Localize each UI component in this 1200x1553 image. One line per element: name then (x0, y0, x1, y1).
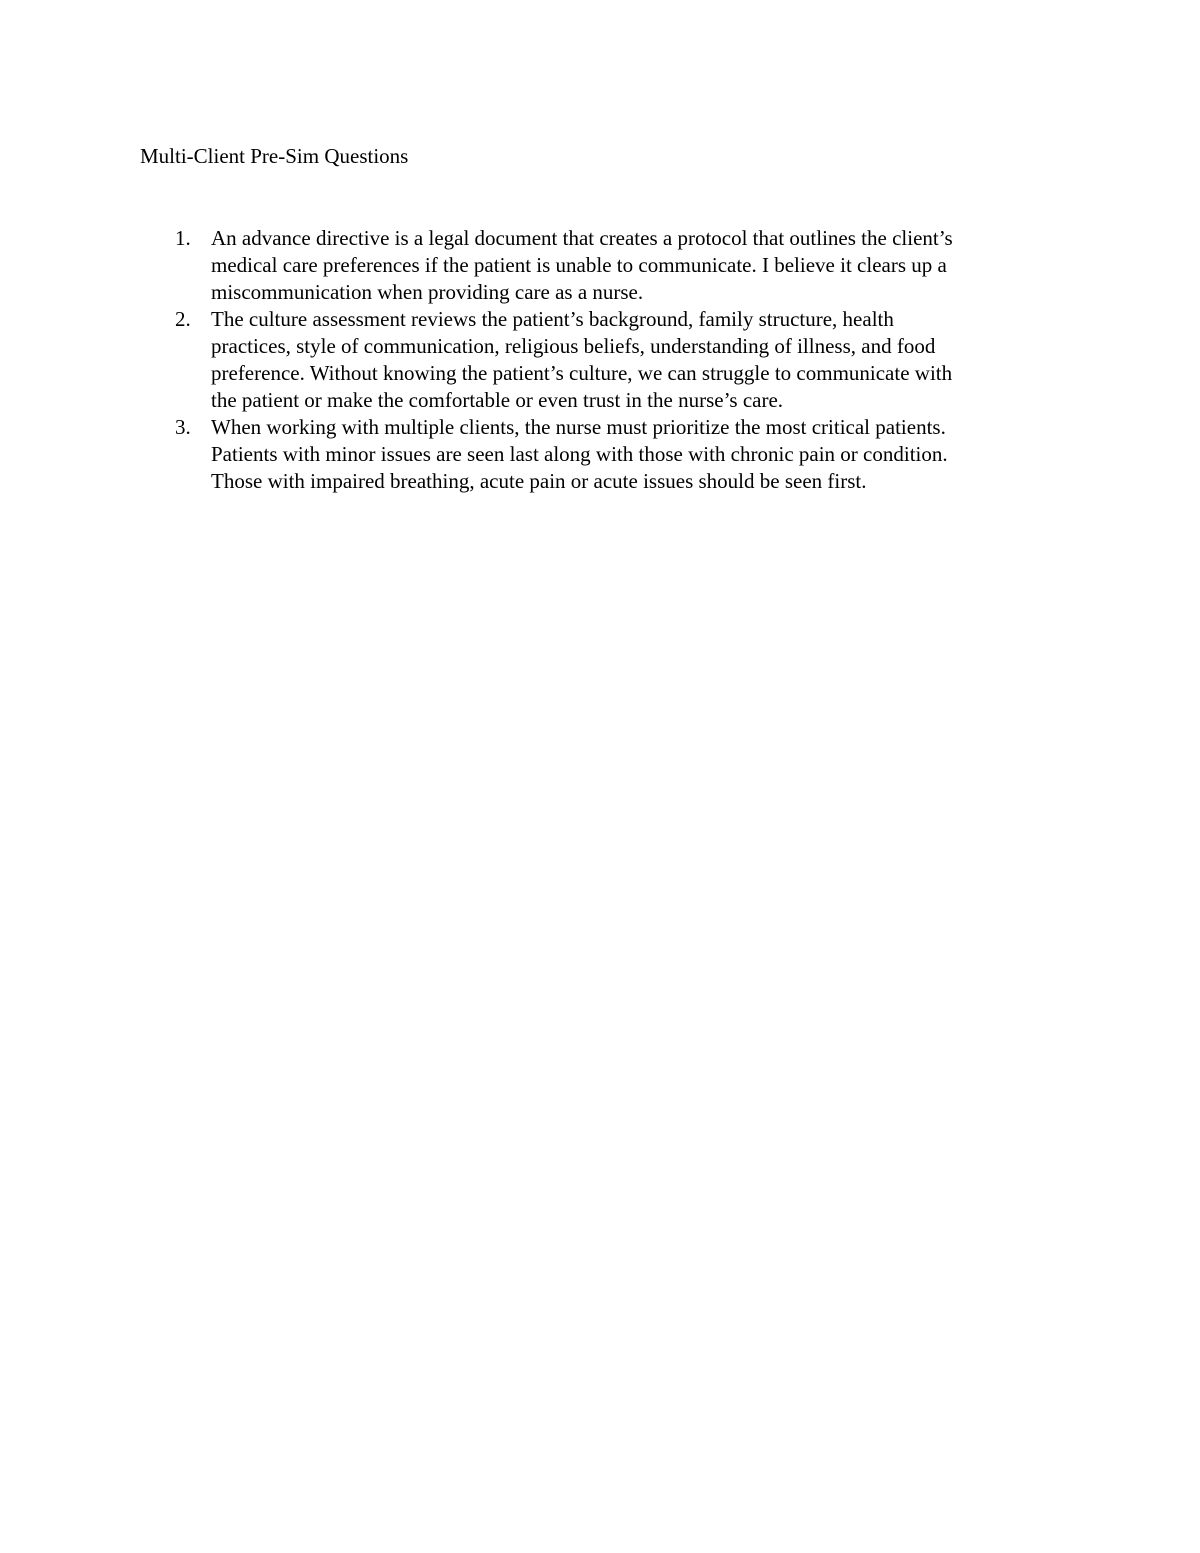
answer-line: When working with multiple clients, the nurse must prioritize the most critical patients. (211, 415, 946, 439)
answer-line: Patients with minor issues are seen last along with those with chronic pain or condition. (211, 442, 948, 466)
answer-number: 1. (175, 226, 191, 250)
answer-item-3 (140, 414, 1060, 495)
answer-item-1 (140, 225, 1060, 306)
document-title: Multi-Client Pre-Sim Questions (140, 144, 409, 168)
answer-number: 2. (175, 307, 191, 331)
answer-line: the patient or make the comfortable or even trust in the nurse’s care. (211, 388, 784, 412)
answer-item-2 (140, 306, 1060, 414)
answer-line: An advance directive is a legal document that creates a protocol that outlines the client’s (211, 226, 953, 250)
answer-line: miscommunication when providing care as a nurse. (211, 280, 644, 304)
answer-number: 3. (175, 415, 191, 439)
answer-list (140, 225, 1060, 495)
answer-line: practices, style of communication, religious beliefs, understanding of illness, and food (211, 334, 936, 358)
answer-line: The culture assessment reviews the patient’s background, family structure, health (211, 307, 894, 331)
answer-line: medical care preferences if the patient is unable to communicate. I believe it clears up a (211, 253, 947, 277)
answer-line: Those with impaired breathing, acute pain or acute issues should be seen first. (211, 469, 867, 493)
answer-line: preference. Without knowing the patient’s culture, we can struggle to communicate with (211, 361, 953, 385)
